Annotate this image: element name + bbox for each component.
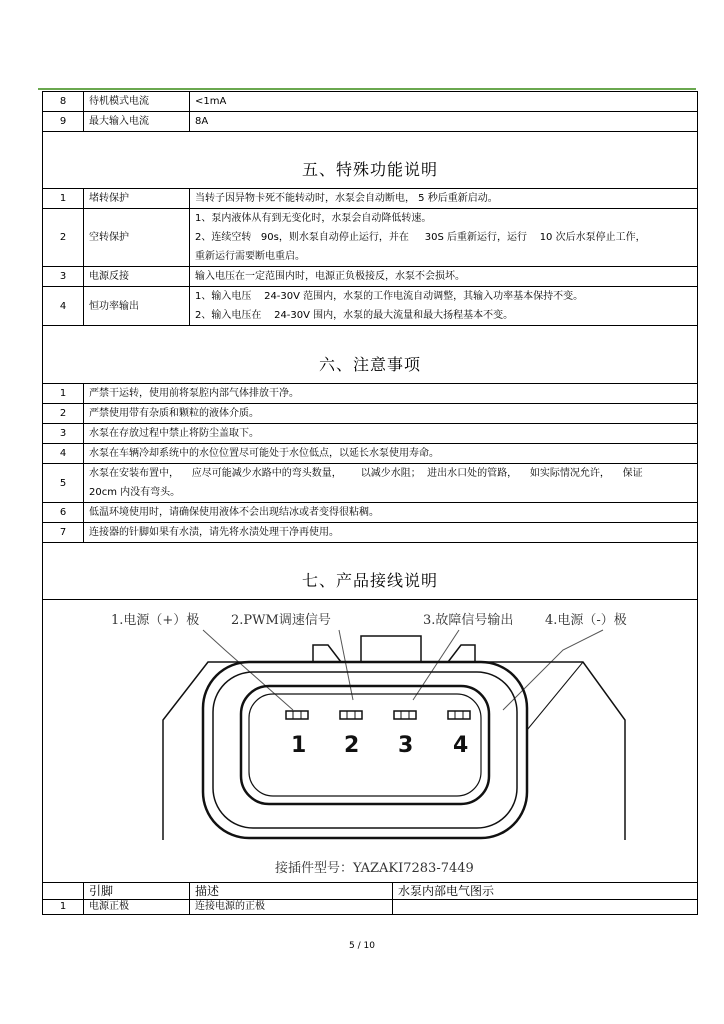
- precaution-row: [43, 523, 697, 543]
- spec-row: [43, 112, 697, 132]
- function-row: [43, 287, 697, 326]
- row-desc: 当转子因异物卡死不能转动时，水泵会自动断电， 5 秒后重新启动。: [195, 193, 498, 204]
- row-desc: 水泵在车辆冷却系统中的水位位置尽可能处于水位低点，以延长水泵使用寿命。: [89, 448, 439, 459]
- row-desc: 低温环境使用时，请确保使用液体不会出现结冰或者变得很粘稠。: [89, 507, 379, 518]
- precaution-row: [43, 444, 697, 464]
- desc-line: 重新运行需要断电重启。: [195, 251, 305, 262]
- pin-row-number: 1: [43, 900, 84, 914]
- header-rule: [38, 88, 696, 90]
- connector-diagram: [43, 600, 697, 883]
- row-number: 1: [43, 384, 84, 403]
- pin-header-diagram: 水泵内部电气图示: [398, 884, 495, 898]
- pin-number-4: 4: [453, 733, 469, 758]
- precaution-row: [43, 404, 697, 424]
- section-title-precautions: 六、注意事项: [43, 326, 697, 384]
- row-desc: 水泵在存放过程中禁止将防尘盖取下。: [89, 428, 259, 439]
- connector-housing: [163, 636, 625, 840]
- precaution-row: [43, 503, 697, 523]
- desc-line: 水泵在安装布置中， 应尽可能减少水路中的弯头数量， 以减少水阻； 进出水口处的管路， 如实际情况允许， 保证: [89, 468, 643, 479]
- pin-row-diagram: [393, 900, 697, 914]
- pin-row-name: 电源正极: [84, 900, 190, 914]
- row-name: 待机模式电流: [84, 92, 190, 111]
- row-number: 5: [43, 464, 84, 502]
- row-name: 最大输入电流: [84, 112, 190, 131]
- row-desc: 输入电压在一定范围内时，电源正负极接反，水泵不会损坏。: [195, 271, 465, 282]
- function-row: [43, 209, 697, 267]
- row-name: 空转保护: [84, 209, 190, 266]
- precaution-row: [43, 384, 697, 404]
- row-desc: [84, 464, 697, 502]
- row-number: 3: [43, 267, 84, 286]
- row-number: 3: [43, 424, 84, 443]
- precaution-row: [43, 464, 697, 503]
- row-desc: 严禁使用带有杂质和颗粒的液体介质。: [89, 408, 259, 419]
- pin-row-desc: 连接电源的正极: [190, 900, 393, 914]
- row-desc: 严禁干运转，使用前将泵腔内部气体排放干净。: [89, 388, 299, 399]
- connector-model: 接插件型号：YAZAKI7283-7449: [275, 861, 474, 876]
- precaution-row: [43, 424, 697, 444]
- pin-table-header: [43, 883, 697, 900]
- row-name: 恒功率输出: [84, 287, 190, 325]
- desc-line: 20cm 内没有弯头。: [89, 487, 181, 498]
- row-number: 4: [43, 444, 84, 463]
- section-title-wiring: 七、产品接线说明: [43, 543, 697, 600]
- row-desc: [190, 287, 697, 325]
- pin-number-3: 3: [398, 733, 414, 758]
- row-desc: 连接器的针脚如果有水渍，请先将水渍处理干净再使用。: [89, 527, 339, 538]
- pin-header-desc: 描述: [190, 883, 393, 899]
- row-number: 4: [43, 287, 84, 325]
- pin-header-pin: 引脚: [84, 883, 190, 899]
- row-number: 6: [43, 503, 84, 522]
- desc-line: 1、泵内液体从有到无变化时，水泵会自动降低转速。: [195, 213, 432, 224]
- leader-lines: [203, 630, 603, 710]
- pin-number-2: 2: [344, 733, 360, 758]
- label-power-negative: 4.电源（-）极: [545, 613, 627, 628]
- label-power-positive: 1.电源（+）极: [111, 613, 200, 628]
- label-pwm-signal: 2.PWM调速信号: [231, 613, 331, 628]
- spec-document: [42, 91, 698, 915]
- label-fault-output: 3.故障信号输出: [423, 613, 514, 628]
- pin-row: [43, 900, 697, 915]
- row-number: 7: [43, 523, 84, 542]
- row-number: 2: [43, 209, 84, 266]
- row-value: <1mA: [195, 96, 227, 107]
- function-row: [43, 267, 697, 287]
- pin-slot-dividers: [293, 711, 463, 719]
- row-number: 8: [43, 92, 84, 111]
- spec-row: [43, 91, 697, 112]
- row-number: 2: [43, 404, 84, 423]
- page-number: 5 / 10: [349, 941, 375, 951]
- desc-line: 1、输入电压 24-30V 范围内，水泵的工作电流自动调整，其输入功率基本保持不变。: [195, 291, 584, 302]
- row-number: 9: [43, 112, 84, 131]
- pin-header-blank: [43, 883, 84, 899]
- desc-line: 2、连续空转 90s，则水泵自动停止运行，并在 30S 后重新运行，运行 10 次后水泵停止工作，: [195, 232, 646, 243]
- pin-number-1: 1: [291, 733, 307, 758]
- row-name: 电源反接: [84, 267, 190, 286]
- pin-slots: [286, 711, 470, 719]
- section-title-special-functions: 五、特殊功能说明: [43, 132, 697, 189]
- function-row: [43, 189, 697, 209]
- desc-line: 2、输入电压在 24-30V 围内，水泵的最大流量和最大扬程基本不变。: [195, 310, 514, 321]
- connector-drawing: [43, 600, 695, 882]
- row-desc: [190, 209, 697, 266]
- row-value: 8A: [195, 116, 209, 127]
- row-number: 1: [43, 189, 84, 208]
- row-name: 堵转保护: [84, 189, 190, 208]
